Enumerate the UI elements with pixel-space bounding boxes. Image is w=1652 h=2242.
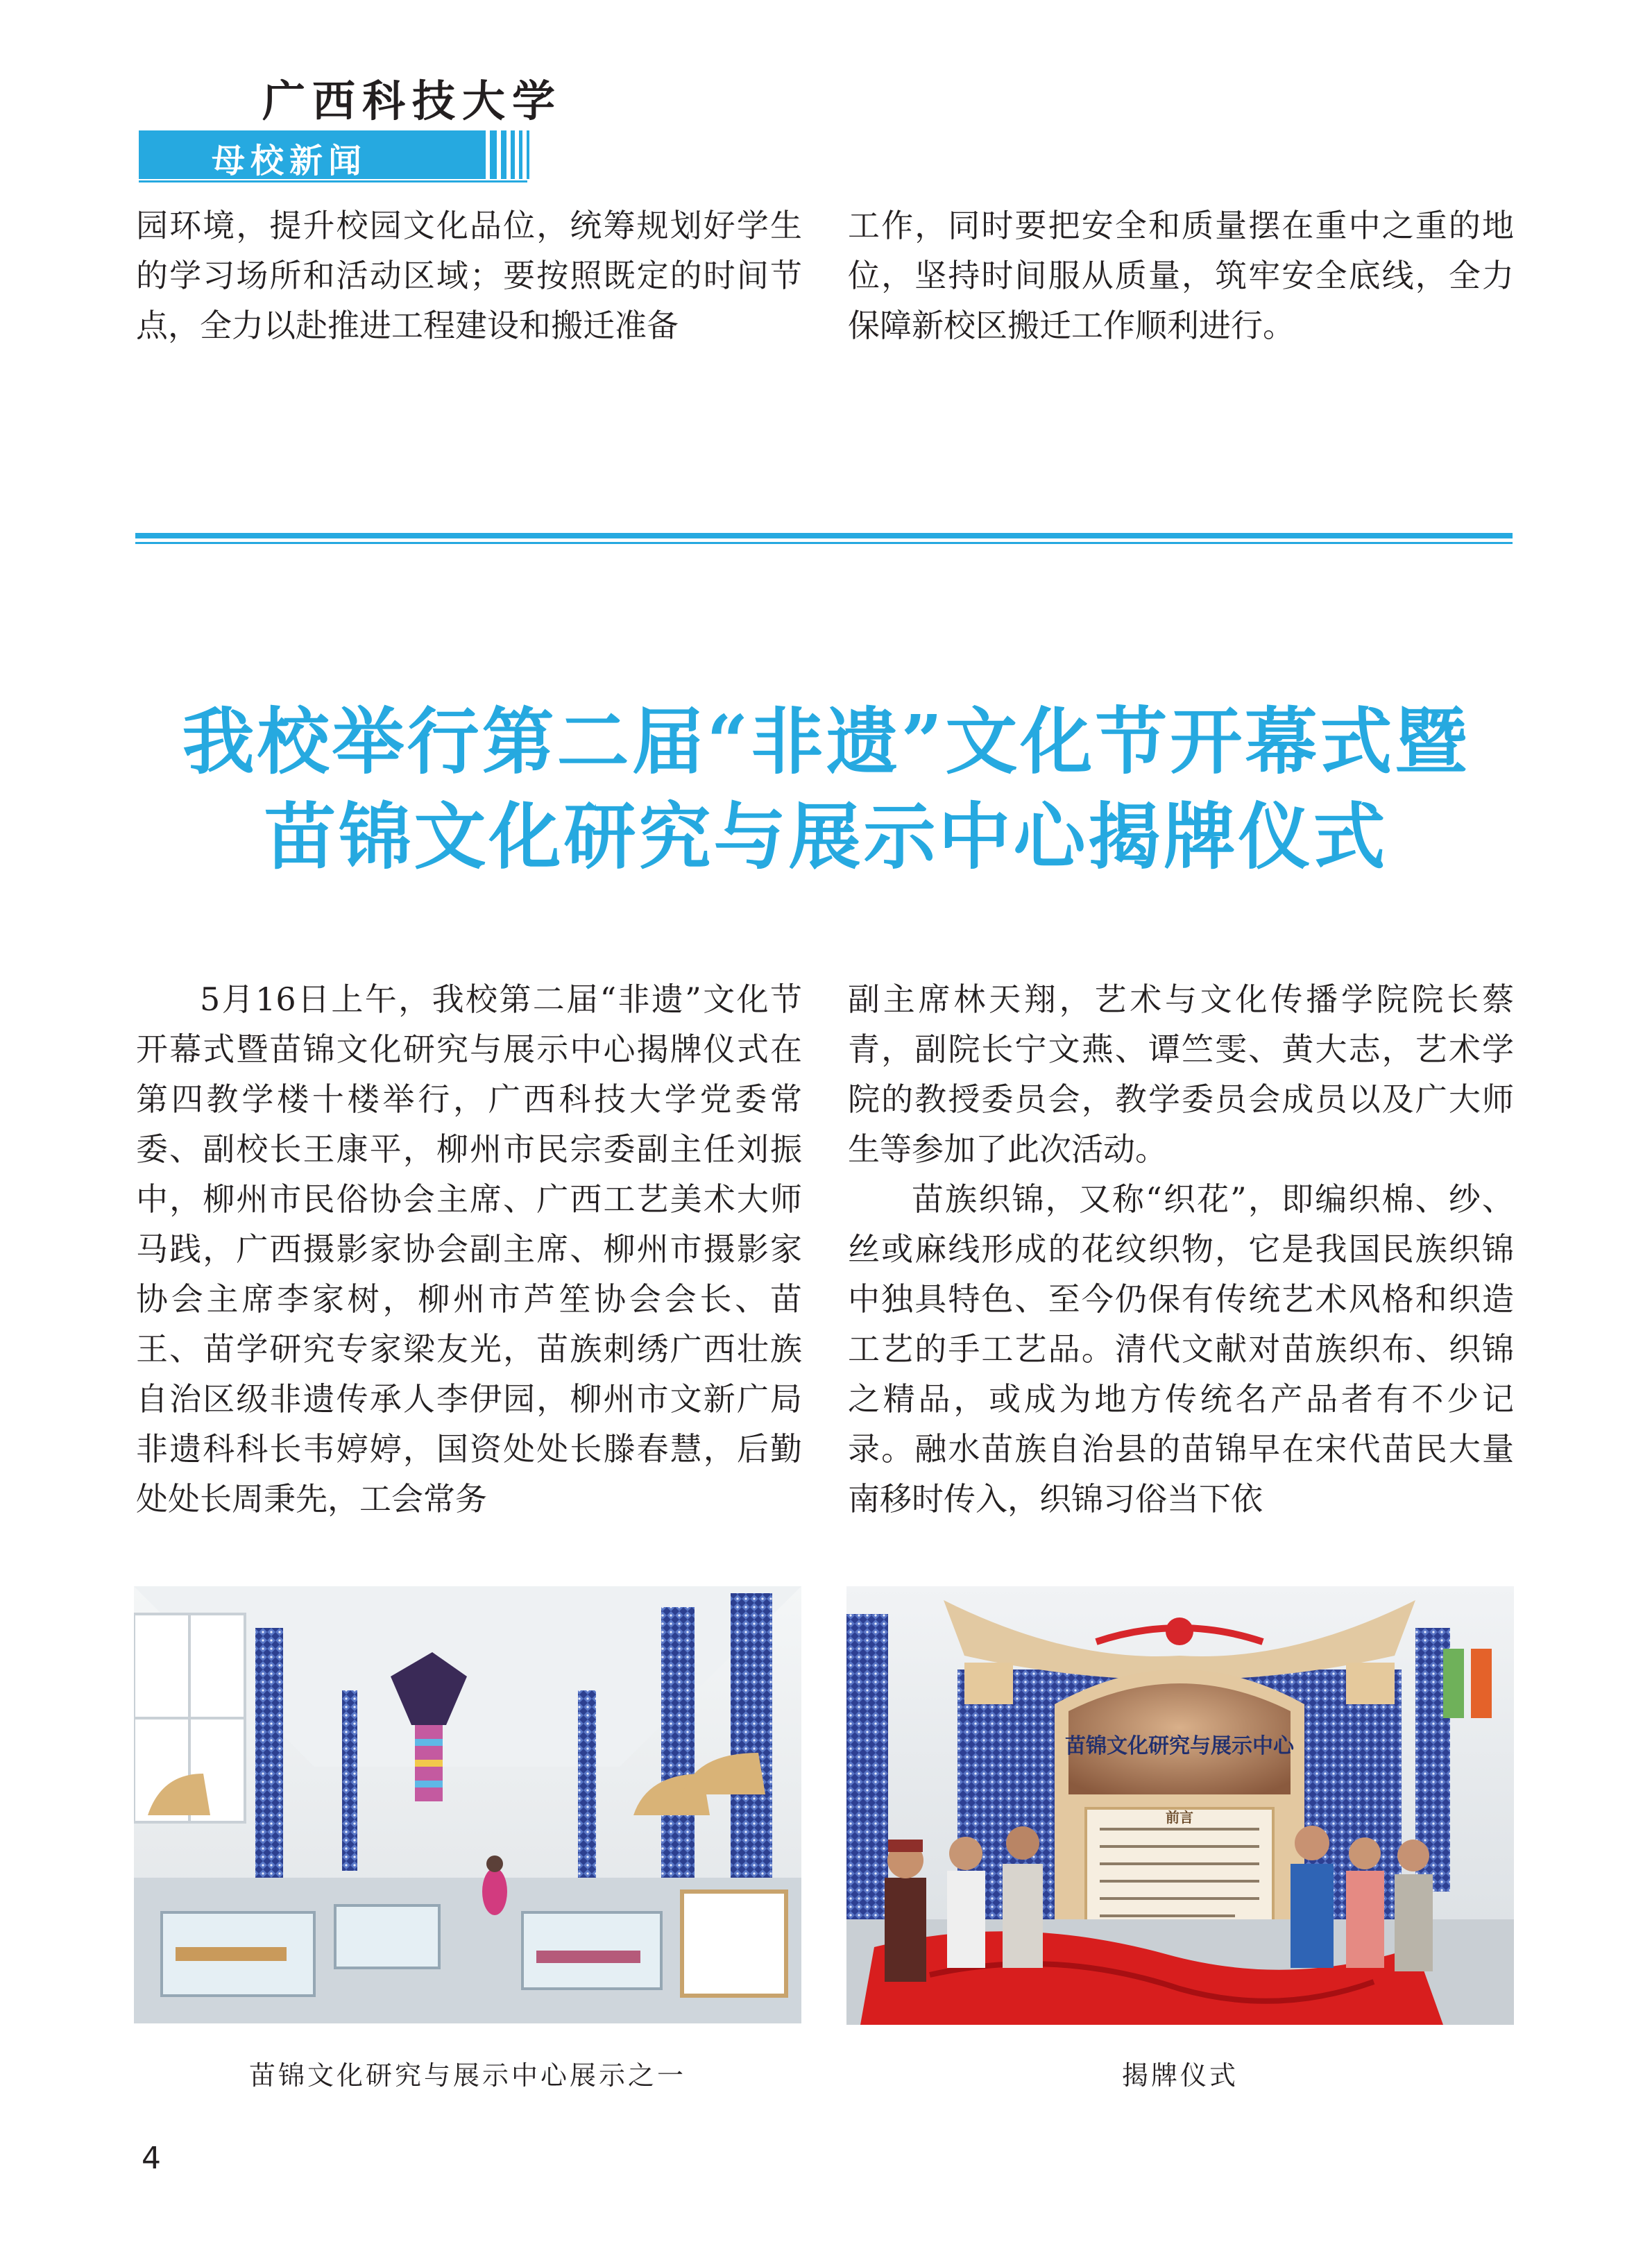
masthead-title: 广西科技大学 [262, 76, 563, 126]
exhibition-hall-illustration [134, 1586, 801, 2023]
section-divider-thin [135, 542, 1513, 544]
section-divider [135, 533, 1513, 538]
photo-caption-right: 揭牌仪式 [1121, 2060, 1238, 2091]
unveiling-illustration [846, 1586, 1514, 2025]
board-title: 前言 [1166, 1809, 1193, 1826]
continued-text-right: 工作，同时要把安全和质量摆在重中之重的地位，坚持时间服从质量，筑牢安全底线，全力保障新校区搬迁工作顺利进行。 [848, 207, 1514, 344]
header-stripe [527, 130, 529, 179]
header-stripe [519, 130, 522, 179]
header-stripe [501, 130, 506, 179]
header-rule [139, 180, 527, 182]
photo-caption-left: 苗锦文化研究与展示中心展示之一 [248, 2060, 686, 2091]
article-column-right [848, 974, 1514, 1524]
article-paragraph: 5月16日上午，我校第二届“非遗”文化节开幕式暨苗锦文化研究与展示中心揭牌仪式在第四教学楼十楼举行，广西科技大学党委常委、副校长王康平，柳州市民宗委副主任刘振中，柳州市民俗协会主席、广西工艺美术大师马践，广西摄影家协会副主席、柳州市摄影家协会主席李家树，柳州市芦笙协会会长、苗王、苗学研究专家梁友光，苗族刺绣广西壮族自治区级非遗传承人李伊园，柳州市文新广局非遗科科长韦婷婷，国资处处长滕春慧，后勤处处长周秉先，工会常务 [136, 980, 802, 1518]
header-stripe [490, 130, 497, 179]
article-paragraph: 副主席林天翔，艺术与文化传播学院院长蔡青，副院长宁文燕、谭竺雯、黄大志，艺术学院的教授委员会，教学委员会成员以及广大师生等参加了此次活动。 [848, 980, 1514, 1168]
headline-line-2: 苗锦文化研究与展示中心揭牌仪式 [264, 794, 1388, 879]
header-stripe [511, 130, 515, 179]
headline-line-1: 我校举行第二届“非遗”文化节开幕式暨 [182, 699, 1470, 784]
continued-text-left: 园环境，提升校园文化品位，统筹规划好学生的学习场所和活动区域；要按照既定的时间节点，全力以赴推进工程建设和搬迁准备 [136, 207, 802, 344]
photo-exhibition-hall [134, 1586, 801, 2023]
article-paragraph: 苗族织锦，又称“织花”，即编织棉、纱、丝或麻线形成的花纹织物，它是我国民族织锦中独具特色、至今仍保有传统艺术风格和织造工艺的手工艺品。清代文献对苗族织布、织锦之精品，或成为地方传统名产品者有不少记录。融水苗族自治县的苗锦早在宋代苗民大量南移时传入，织锦习俗当下依 [848, 1180, 1514, 1518]
plaque-text: 苗锦文化研究与展示中心 [1065, 1734, 1294, 1758]
page-number: 4 [142, 2141, 161, 2176]
section-label: 母校新闻 [212, 142, 368, 180]
photo-unveiling-ceremony [846, 1586, 1514, 2025]
article-column-left [136, 974, 802, 1524]
